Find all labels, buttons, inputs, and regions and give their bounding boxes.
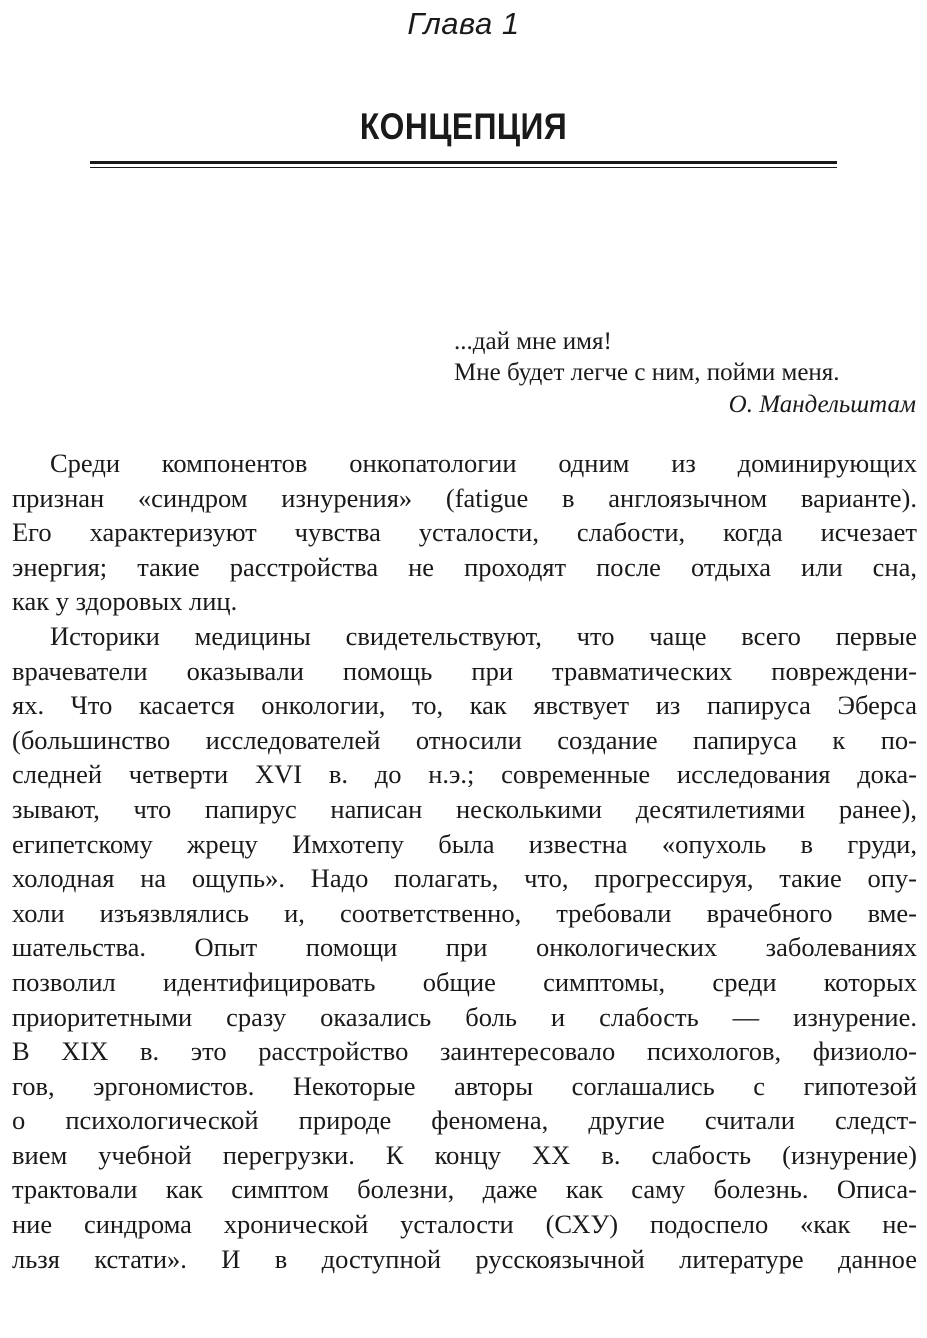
text-line: приоритетными сразу оказались боль и слабость — изнурение. bbox=[12, 1001, 917, 1032]
text-line: гов, эргономистов. Некоторые авторы соглашались с гипотезой bbox=[12, 1070, 917, 1101]
text-line: ях. Что касается онкологии, то, как явствует из папируса Эберса bbox=[12, 690, 917, 721]
text-line: вием учебной перегрузки. К концу XX в. слабость (изнурение) bbox=[12, 1139, 917, 1170]
text-line: врачеватели оказывали помощь при травматических повреждени- bbox=[12, 655, 917, 686]
text-line: шательства. Опыт помощи при онкологических заболеваниях bbox=[12, 932, 917, 963]
text-line: В XIX в. это расстройство заинтересовало психологов, физиоло- bbox=[12, 1036, 917, 1067]
text-line: как у здоровых лиц. bbox=[12, 586, 238, 617]
text-line: холи изъязвлялись и, соответственно, требовали врачебного вме- bbox=[12, 897, 917, 928]
text-line: трактовали как симптом болезни, даже как саму болезнь. Описа- bbox=[12, 1174, 917, 1205]
text-line: признан «синдром изнурения» (fatigue в англоязычном варианте). bbox=[12, 482, 917, 513]
text-line: энергия; такие расстройства не проходят после отдыха или сна, bbox=[12, 551, 917, 582]
epigraph-author: О. Мандельштам bbox=[728, 391, 916, 418]
text-line: холодная на ощупь». Надо полагать, что, прогрессируя, такие опу- bbox=[12, 863, 917, 894]
epigraph-line: ...дай мне имя! bbox=[454, 328, 612, 355]
text-line: Историки медицины свидетельствуют, что чаще всего первые bbox=[50, 620, 917, 651]
text-line: о психологической природе феномена, другие считали следст- bbox=[12, 1105, 917, 1136]
text-line: Среди компонентов онкопатологии одним из доминирующих bbox=[50, 448, 917, 478]
paragraph bbox=[12, 446, 917, 619]
title-rule-thin bbox=[90, 167, 837, 168]
epigraph bbox=[454, 326, 916, 420]
text-line: позволил идентифицировать общие симптомы, среди которых bbox=[12, 966, 917, 997]
text-line: льзя кстати». И в доступной русскоязычной литературе данное bbox=[12, 1243, 917, 1274]
body-text bbox=[12, 446, 917, 1276]
text-line: (большинство исследователей относили создание папируса к по- bbox=[12, 724, 917, 755]
text-line: Его характеризуют чувства усталости, слабости, когда исчезает bbox=[12, 517, 917, 548]
text-line: зывают, что папирус написан несколькими десятилетиями ранее), bbox=[12, 793, 917, 824]
title-rule-thick bbox=[90, 161, 837, 164]
chapter-label: Глава 1 bbox=[407, 6, 520, 41]
text-line: следней четверти XVI в. до н.э.; современные исследования дока- bbox=[12, 759, 917, 790]
paragraph bbox=[12, 619, 917, 1276]
text-line: египетскому жрецу Имхотепу была известна «опухоль в груди, bbox=[12, 828, 917, 859]
chapter-title: КОНЦЕПЦИЯ bbox=[359, 106, 568, 147]
text-line: ние синдрома хронической усталости (СХУ) подоспело «как не- bbox=[12, 1209, 917, 1240]
epigraph-line: Мне будет легче с ним, пойми меня. bbox=[454, 359, 840, 386]
